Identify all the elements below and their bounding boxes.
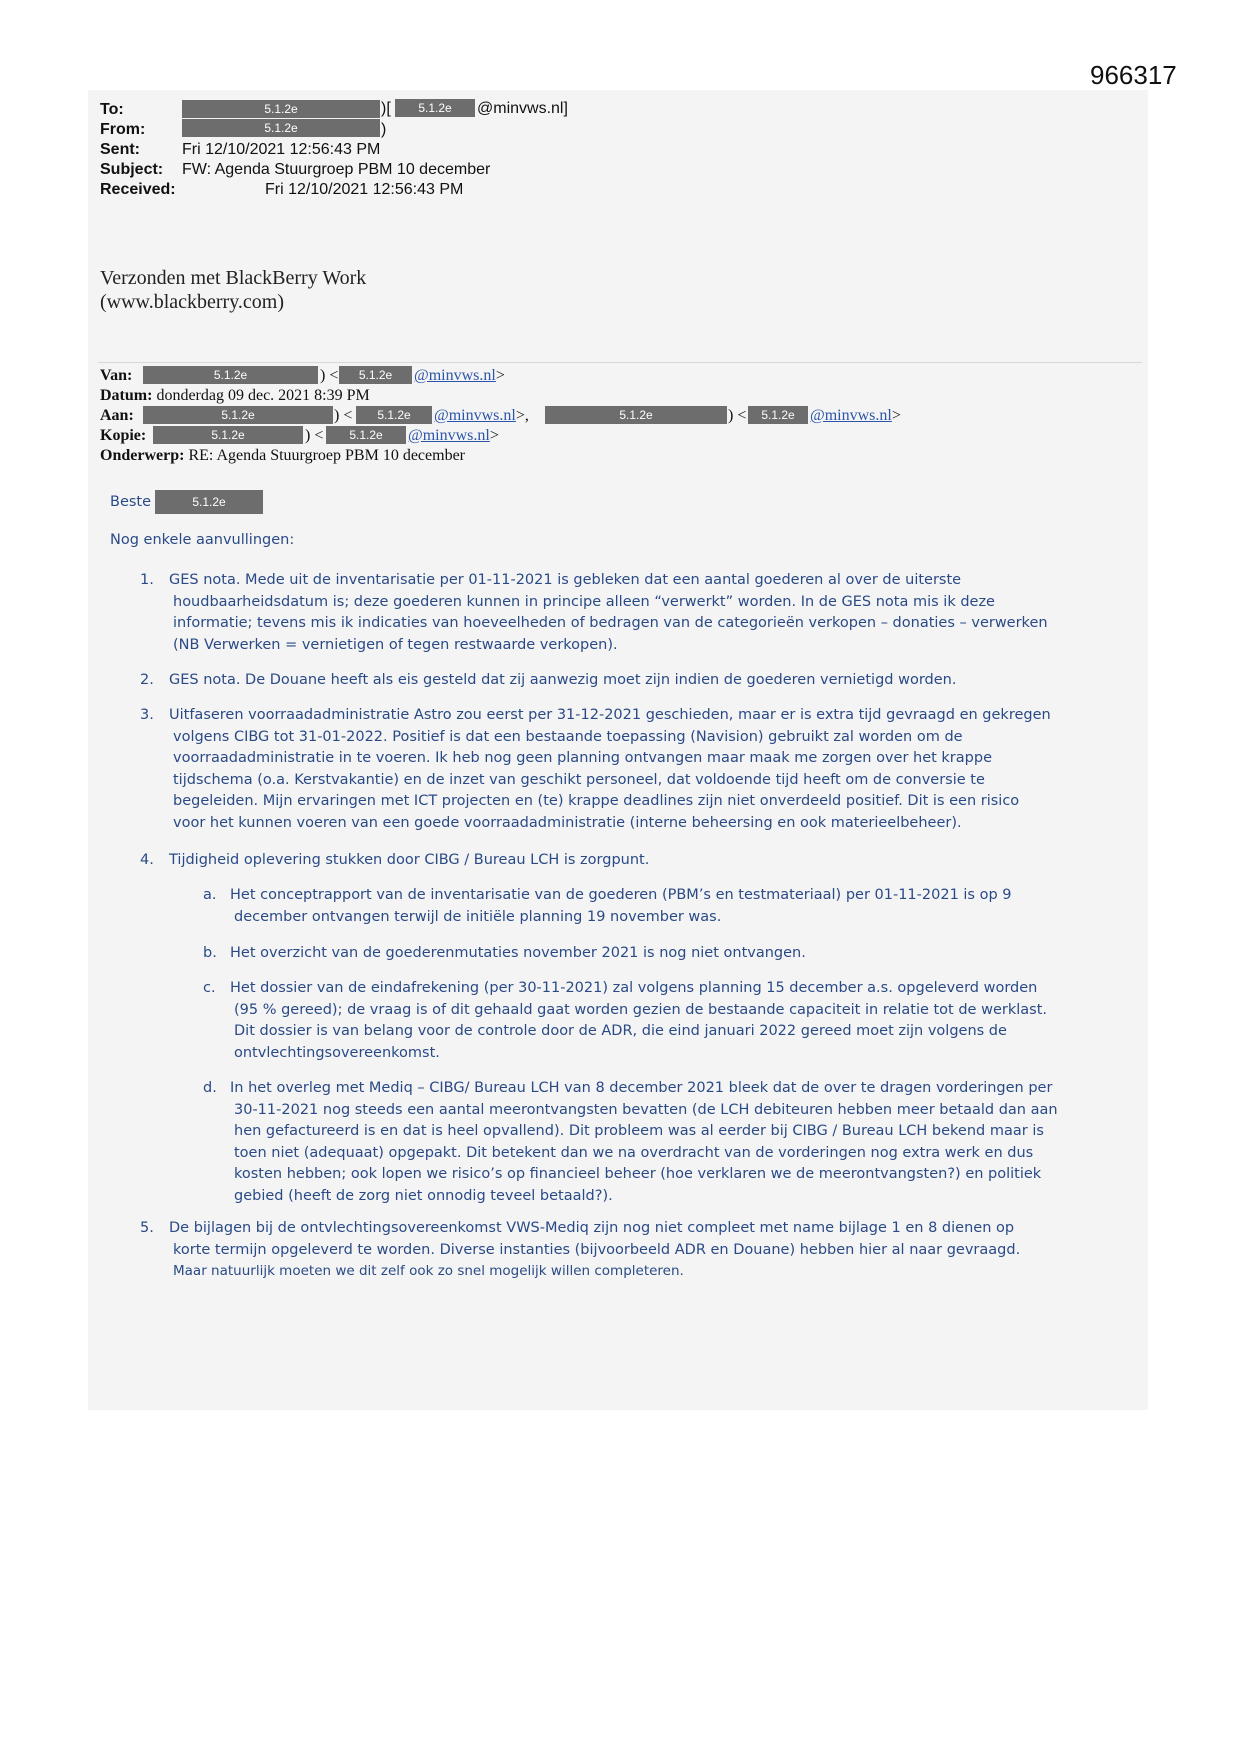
blackberry-line2: (www.blackberry.com) [100, 291, 284, 313]
item-line: december ontvangen terwijl de initiële planning 19 november was. [234, 908, 722, 925]
van-sep: ) < [320, 367, 339, 384]
redaction-kopie-name: 5.1.2e [153, 426, 303, 444]
item-line: volgens CIBG tot 31-01-2022. Positief is dat een bestaande toepassing (Navision) gebruikt zal worden om de [173, 728, 963, 745]
header-labels [100, 100, 176, 200]
item-line: Het dossier van de eindafrekening (per 30-11-2021) zal volgens planning 15 december a.s. opgeleverd worden [230, 980, 1038, 996]
sub-item-letter: b. [203, 945, 217, 961]
item-number: 2. [140, 672, 154, 688]
item-line: GES nota. Mede uit de inventarisatie per 01-11-2021 is gebleken dat een aantal goederen al over de uiterste [169, 572, 962, 588]
van-label: Van: [100, 367, 133, 384]
item-line: gebied (heeft de zorg niet onnodig teveel betaald?). [234, 1187, 613, 1204]
document-number: 966317 [1090, 60, 1177, 90]
aan-close2: > [891, 407, 901, 424]
item-number: 5. [140, 1220, 154, 1236]
item-line: voor het kunnen voeren van een goede voorraadadministratie (interne beheersing en ook materieelbeheer). [173, 814, 962, 831]
redaction-van-email: 5.1.2e [339, 366, 412, 384]
item-line: korte termijn opgeleverd te worden. Diverse instanties (bijvoorbeeld ADR en Douane) hebben hier al naar gevraagd. [173, 1241, 1021, 1258]
kopie-sep: ) < [305, 427, 324, 444]
redaction-from-name: 5.1.2e [182, 119, 380, 137]
redaction-to-name: 5.1.2e [182, 100, 380, 118]
item-line: (NB Verwerken = vernietigen of tegen restwaarde verkopen). [173, 636, 618, 653]
item-line: Dit dossier is van belang voor de controle door de ADR, die eind januari 2022 gereed moet zijn volgens de [234, 1023, 1007, 1039]
redaction-kopie-email: 5.1.2e [326, 426, 406, 444]
from-label: From: [100, 121, 146, 138]
kopie-domain-link[interactable]: @minvws.nl [408, 427, 490, 444]
item-line: (95 % gereed); de vraag is of dit gehaald gaat worden gezien de bestaande capaciteit in relatie tot de werklast. [234, 1001, 1047, 1018]
kopie-label: Kopie: [100, 427, 147, 444]
onderwerp-value: RE: Agenda Stuurgroep PBM 10 december [188, 447, 465, 464]
van-domain-link[interactable]: @minvws.nl [414, 367, 496, 384]
divider [98, 362, 1142, 363]
intro-line: Nog enkele aanvullingen: [110, 532, 295, 548]
item-line: Het conceptrapport van de inventarisatie van de goederen (PBM’s en testmateriaal) per 01-11-2021 is op 9 [230, 887, 1012, 903]
item-line: ontvlechtingsovereenkomst. [234, 1044, 440, 1061]
sub-item-letter: a. [203, 887, 217, 903]
to-bracket: )[ [381, 100, 391, 117]
kopie-close: > [489, 427, 499, 444]
aan-sep1: ) < [334, 407, 353, 424]
to-label: To: [100, 101, 124, 118]
redaction-van-name: 5.1.2e [143, 366, 318, 384]
redaction-aan-email1: 5.1.2e [356, 406, 432, 424]
datum-value: donderdag 09 dec. 2021 8:39 PM [156, 387, 370, 404]
item-number: 3. [140, 707, 154, 723]
redaction-aan-email2: 5.1.2e [748, 406, 808, 424]
aan-sep2: ) < [728, 407, 747, 424]
sent-label: Sent: [100, 141, 140, 158]
onderwerp-label: Onderwerp: [100, 447, 185, 464]
redaction-aan-name2: 5.1.2e [545, 406, 727, 424]
item-line: begeleiden. Mijn ervaringen met ICT projecten en (te) krappe deadlines zijn niet onverdeeld positief. Dit is een risico [173, 793, 1020, 809]
redaction-to-email: 5.1.2e [395, 99, 475, 117]
blackberry-line1: Verzonden met BlackBerry Work [100, 267, 367, 289]
subject-label: Subject: [100, 161, 164, 178]
van-close: > [495, 367, 505, 384]
aan-close1: >, [515, 407, 529, 424]
item-line: informatie; tevens mis ik indicaties van hoeveelheden of bedragen van de categorieën verkopen – donaties – verwerken [173, 615, 1048, 631]
sent-value: Fri 12/10/2021 12:56:43 PM [182, 141, 381, 158]
item-line: toen niet (adequaat) opgepakt. Dit betekent dan we na overdracht van de vorderingen nog extra werk en dus [234, 1144, 1034, 1161]
subject-value: FW: Agenda Stuurgroep PBM 10 december [182, 161, 491, 178]
aan-domain-link2[interactable]: @minvws.nl [810, 407, 892, 424]
sub-item-letter: d. [203, 1080, 217, 1096]
aan-domain-link1[interactable]: @minvws.nl [434, 407, 516, 424]
item-line: kosten hebben; ook lopen we risico’s op financieel beheer (hoe verklaren we de meerontvangsten?) en politiek [234, 1166, 1042, 1182]
sub-item-letter: c. [203, 980, 216, 996]
item-line: Uitfaseren voorraadadministratie Astro zou eerst per 31-12-2021 geschieden, maar er is extra tijd gevraagd en gekregen [169, 707, 1051, 723]
redaction-greeting-name: 5.1.2e [155, 490, 263, 514]
item-line: houdbaarheidsdatum is; deze goederen kunnen in principe alleen “verwerkt” worden. In de GES nota mis ik deze [173, 593, 995, 610]
received-value: Fri 12/10/2021 12:56:43 PM [265, 181, 464, 198]
redaction-aan-name1: 5.1.2e [143, 406, 333, 424]
item-line: De bijlagen bij de ontvlechtingsovereenkomst VWS-Mediq zijn nog niet compleet met name bijlage 1 en 8 dienen op [169, 1220, 1015, 1236]
item-line: GES nota. De Douane heeft als eis gesteld dat zij aanwezig moet zijn indien de goederen vernietigd worden. [169, 672, 957, 688]
item-line: hen gefactureerd is en dat is heel opvallend). Dit probleem was al eerder bij CIBG / Bureau LCH bekend maar is [234, 1123, 1044, 1139]
item-line: 30-11-2021 nog steeds een aantal meerontvangsten bevatten (de LCH debiteuren hebben meer betaald dan aan [234, 1101, 1058, 1118]
from-close: ) [381, 121, 387, 138]
item-line: Maar natuurlijk moeten we dit zelf ook zo snel mogelijk willen completeren. [173, 1263, 684, 1279]
datum-label: Datum: [100, 387, 153, 404]
item-number: 1. [140, 572, 154, 588]
item-line: Tijdigheid oplevering stukken door CIBG / Bureau LCH is zorgpunt. [169, 852, 650, 868]
item-number: 4. [140, 852, 154, 868]
aan-label: Aan: [100, 407, 134, 424]
item-line: voorraadadministratie in te voeren. Ik heb nog geen planning ontvangen maar maak me zorgen over het krappe [173, 750, 992, 766]
to-domain: @minvws.nl] [477, 100, 568, 117]
greeting: Beste [110, 494, 152, 510]
item-line: Het overzicht van de goederenmutaties november 2021 is nog niet ontvangen. [230, 945, 806, 961]
item-line: In het overleg met Mediq – CIBG/ Bureau LCH van 8 december 2021 bleek dat de over te dragen vorderingen per [230, 1080, 1053, 1096]
received-label: Received: [100, 181, 176, 198]
item-line: tijdschema (o.a. Kerstvakantie) en de inzet van geschikt personeel, dat voldoende tijd heeft om de conversie te [173, 771, 985, 788]
